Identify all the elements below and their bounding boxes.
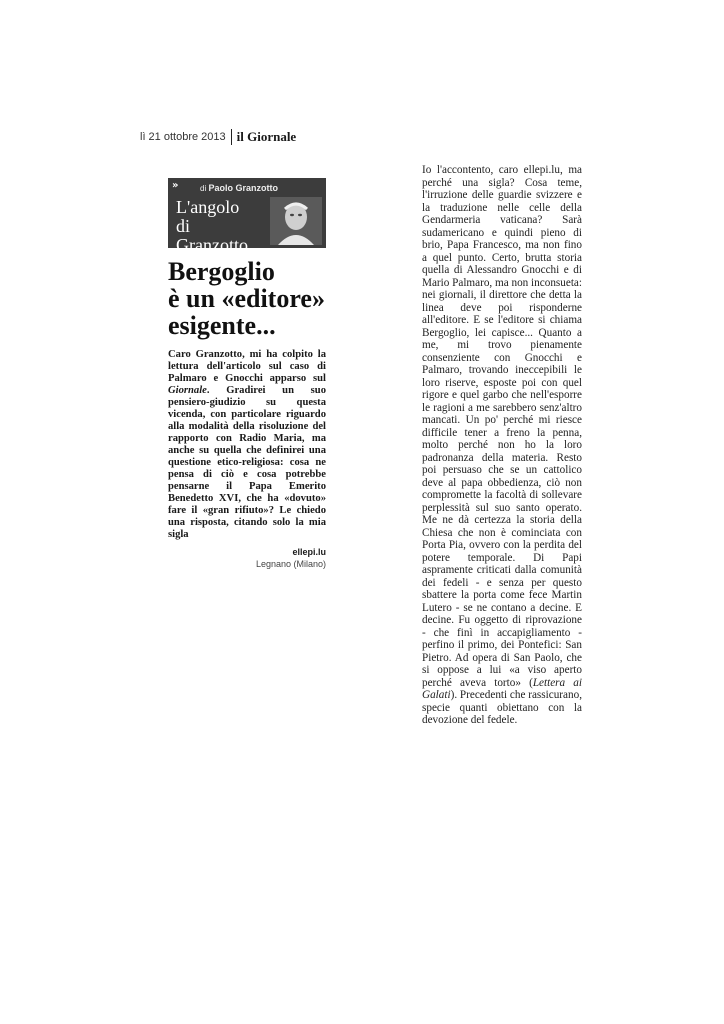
reply-text-part-2: ). Precedenti che rassicurano, specie quanti obiettano con la devozione del fedele. <box>422 689 582 726</box>
headline <box>168 258 326 339</box>
column-name-line-2: di Granzotto <box>176 216 248 255</box>
headline-line-2: è un «editore» <box>168 284 325 313</box>
letter-newspaper-title: Giornale <box>168 385 207 396</box>
reply-text-part-1: Io l'accontento, caro ellepi.lu, ma perché una sigla? Cosa teme, l'irruzione delle guardie svizzere e la traduzione nelle celle della Gendarmeria vaticana? Sarà sudamericano e quindi pieno di brio, Papa Francesco, ma non fino a quel punto. Certo, brutta storia quella di Alessandro Gnocchi e di Mario Palmaro, ma non inconsueta: nei giornali, il direttore che detta la linea deve poi risponderne all'editore. E se l'editore si chiama Bergoglio, lei capisce... Quanto a me, mi trovo pienamente consenziente con Gnocchi e Palmaro, trovando ineccepibili le loro riserve, esposte poi con quel rigore e quel garbo che nell'esporre le ragioni a me sarebbero senz'altro mancati. Un po' perché mi riesce difficile tener a freno la penna, molto perché non ho la loro padronanza della materia. Resto poi persuaso che se un cattolico deve al papa obbedienza, ciò non compromette la facoltà di sollevare perplessità sul suo santo operato. Me ne dà certezza la storia della Chiesa che non è cominciata con Porta Pia, ovvero con la perdita del potere temporale. Di Papi aspramente criticati dalla comunità dei fedeli - e senza per questo sbattere la porta come fece Martin Lutero - se ne contano a decine. E decine. Fu oggetto di riprovazione - che finì in accapigliamento - perfino il primo, dei Pontefici: San Pietro. Ad opera di San Paolo, che si oppose a lui «a viso aperto perché aveva torto» ( <box>422 164 583 689</box>
letter-location: Legnano (Milano) <box>255 559 326 569</box>
column-name-line-1: L'angolo <box>176 197 240 217</box>
masthead-divider <box>231 129 232 145</box>
reply-citation: Lettera ai Galati <box>422 676 582 701</box>
reply-column <box>422 164 582 727</box>
letter-text-part-1: Caro Granzotto, mi ha colpito la lettura dell'articolo sul caso di Palmaro e Gnocchi apparso sul <box>168 349 326 384</box>
letter-column <box>168 178 326 569</box>
double-chevron-icon: » <box>172 180 179 191</box>
reader-letter <box>168 349 326 541</box>
author-portrait-icon <box>270 197 322 245</box>
headline-line-1: Bergoglio <box>168 257 275 286</box>
byline-prefix: di <box>200 184 207 193</box>
author-name: Paolo Granzotto <box>208 183 278 193</box>
newspaper-name: il Giornale <box>236 129 297 144</box>
masthead <box>140 127 340 147</box>
letter-text-part-2: . Gradirei un suo pensiero-giudizio su questa vicenda, con particolare riguardo alla modalità della risoluzione del rapporto con Radio Maria, ma anche su quella che definirei una questione etico-religiosa: cosa ne pensa di ciò e cosa potrebbe pensarne il Papa Emerito Benedetto XVI, che ha «dovuto» fare il «gran rifiuto»? Le chiedo una risposta, citando solo la mia sigla <box>168 385 326 540</box>
publication-date: lì 21 ottobre 2013 <box>140 131 226 143</box>
column-name <box>176 198 266 255</box>
letter-signature: ellepi.lu <box>292 547 326 557</box>
headline-line-3: esigente... <box>168 311 276 340</box>
byline <box>200 183 278 193</box>
column-banner <box>168 178 326 255</box>
reply-text <box>422 164 582 727</box>
